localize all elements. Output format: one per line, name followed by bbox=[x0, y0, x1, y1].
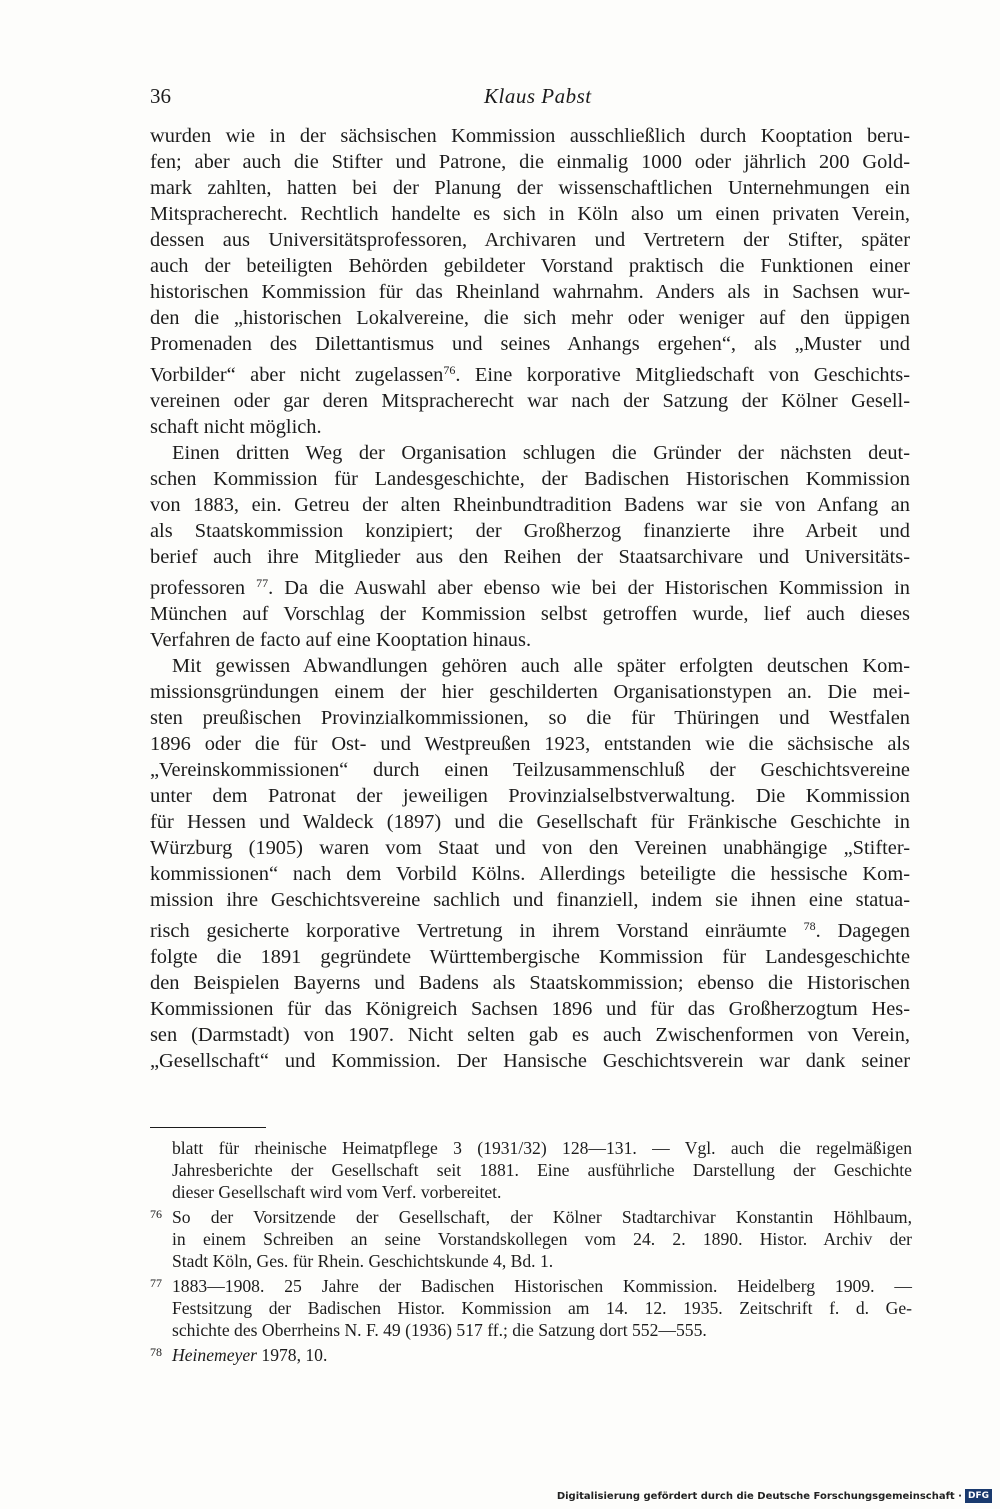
page-number: 36 bbox=[150, 84, 171, 108]
body-line bbox=[150, 809, 910, 835]
running-head: Klaus Pabst bbox=[484, 84, 592, 108]
footnote-77 bbox=[150, 1272, 912, 1297]
body-line-text: dessen aus Universitätsprofessoren, Archivaren und Vertretern der Stifter, später bbox=[150, 229, 910, 251]
footnote-continued-line: dieser Gesellschaft wird vom Verf. vorbereitet. bbox=[172, 1182, 502, 1202]
body-line bbox=[150, 149, 910, 175]
body-line bbox=[150, 705, 910, 731]
body-line-text: Kommissionen für das Königreich Sachsen 1896 und für das Großherzogtum Hes- bbox=[150, 998, 910, 1020]
body-line bbox=[150, 253, 910, 279]
body-line bbox=[150, 887, 910, 913]
body-line-text: wurden wie in der sächsischen Kommission ausschließlich durch Kooptation beru- bbox=[150, 125, 910, 147]
body-line-text: folgte die 1891 gegründete Württembergische Kommission für Landesgeschichte bbox=[150, 946, 910, 968]
body-line bbox=[150, 835, 910, 861]
body-line bbox=[150, 1022, 910, 1048]
footnote-line: schichte des Oberrheins N. F. 49 (1936) 517 ff.; die Satzung dort 552—555. bbox=[172, 1320, 707, 1340]
body-line-text: den Beispielen Bayerns und Badens als Staatskommission; ebenso die Historischen bbox=[150, 972, 910, 994]
body-line-text: sen (Darmstadt) von 1907. Nicht selten gab es auch Zwischenformen von Verein, bbox=[150, 1024, 910, 1046]
footnote-text: 1883—1908. 25 Jahre der Badischen Historischen Kommission. Heidelberg 1909. — bbox=[172, 1276, 912, 1296]
body-line-text: fen; aber auch die Stifter und Patrone, die einmalig 1000 oder jährlich 200 Gold- bbox=[150, 151, 910, 173]
body-line bbox=[150, 331, 910, 357]
body-line-text: schen Kommission für Landesgeschichte, der Badischen Historischen Kommission bbox=[150, 468, 910, 490]
body-line bbox=[150, 518, 910, 544]
body-line bbox=[150, 944, 910, 970]
footnotes bbox=[150, 1137, 912, 1366]
body-line bbox=[150, 601, 910, 627]
digitization-credit bbox=[557, 1489, 992, 1503]
body-line bbox=[150, 861, 910, 887]
body-line-text: missionsgründungen einem der hier geschilderten Organisationstypen an. Die mei- bbox=[150, 681, 910, 703]
body-line bbox=[150, 1048, 910, 1074]
footnote-text: So der Vorsitzende der Gesellschaft, der Kölner Stadtarchivar Konstantin Höhlbaum, bbox=[172, 1207, 912, 1227]
body-line-text: „Gesellschaft“ und Kommission. Der Hansische Geschichtsverein war dank seiner bbox=[150, 1050, 910, 1072]
body-line bbox=[150, 492, 910, 518]
body-line bbox=[150, 201, 910, 227]
body-text bbox=[150, 123, 910, 1074]
footnote-78 bbox=[150, 1341, 912, 1366]
body-line bbox=[150, 357, 910, 388]
footnote-rule bbox=[150, 1127, 266, 1128]
body-line-text: schaft nicht möglich. bbox=[150, 416, 322, 438]
body-line-text: . Dagegen bbox=[815, 920, 910, 942]
body-line bbox=[150, 970, 910, 996]
footnote-line: Stadt Köln, Ges. für Rhein. Geschichtskunde 4, Bd. 1. bbox=[172, 1251, 554, 1271]
body-line-text: als Staatskommission konzipiert; der Großherzog finanzierte ihre Arbeit und bbox=[150, 520, 910, 542]
body-line-text: vereinen oder gar deren Mitspracherecht war nach der Satzung der Kölner Gesell- bbox=[150, 390, 910, 412]
body-line-text: mark zahlten, hatten bei der Planung der wissenschaftlichen Unternehmungen ein bbox=[150, 177, 910, 199]
body-line-text: „Vereinskommissionen“ durch einen Teilzusammenschluß der Geschichtsvereine bbox=[150, 759, 910, 781]
footnote-76 bbox=[150, 1203, 912, 1228]
footnote-author: Heinemeyer bbox=[172, 1345, 257, 1365]
body-line bbox=[150, 279, 910, 305]
body-line bbox=[150, 783, 910, 809]
footnote-line: in einem Schreiben an seine Vorstandskollegen vom 24. 2. 1890. Histor. Archiv der bbox=[172, 1229, 912, 1249]
footnote-continued-line: blatt für rheinische Heimatpflege 3 (1931/32) 128—131. — Vgl. auch die regelmäßigen bbox=[172, 1138, 912, 1158]
body-line-text: professoren bbox=[150, 577, 257, 599]
body-line bbox=[150, 305, 910, 331]
body-line bbox=[150, 440, 910, 466]
body-line bbox=[150, 653, 910, 679]
body-line-text: risch gesicherte korporative Vertretung in ihrem Vorstand einräumte bbox=[150, 920, 804, 942]
body-line bbox=[150, 731, 910, 757]
body-line-text: Würzburg (1905) waren vom Staat und von den Vereinen unabhängige „Stifter- bbox=[150, 837, 910, 859]
body-line-text: 1896 oder die für Ost- und Westpreußen 1923, entstanden wie die sächsische als bbox=[150, 733, 910, 755]
footnote-number: 77 bbox=[150, 1276, 162, 1290]
footnote-number: 76 bbox=[150, 1207, 162, 1221]
body-line-text: sten preußischen Provinzialkommissionen, so die für Thüringen und Westfalen bbox=[150, 707, 910, 729]
body-line bbox=[150, 123, 910, 149]
footnote-text: 1978, 10. bbox=[257, 1345, 328, 1365]
footnote-reference: 78 bbox=[803, 919, 816, 933]
body-line-text: Verfahren de facto auf eine Kooptation hinaus. bbox=[150, 629, 532, 651]
body-line-text: Einen dritten Weg der Organisation schlugen die Gründer der nächsten deut- bbox=[172, 442, 910, 464]
body-line-text: auch der beteiligten Behörden gebildeter Vorstand praktisch die Funktionen einer bbox=[150, 255, 910, 277]
body-line-text: mission ihre Geschichtsvereine sachlich und finanziell, indem sie ihnen eine statua- bbox=[150, 889, 910, 911]
body-line-text: kommissionen“ nach dem Vorbild Kölns. Allerdings beteiligte die hessische Kom- bbox=[150, 863, 910, 885]
body-line-text: . Eine korporative Mitgliedschaft von Geschichts- bbox=[455, 364, 910, 386]
body-line bbox=[150, 913, 910, 944]
footnote-number: 78 bbox=[150, 1345, 162, 1359]
body-line bbox=[150, 679, 910, 705]
body-line bbox=[150, 227, 910, 253]
dfg-logo: DFG bbox=[965, 1489, 992, 1503]
footnote-line: Festsitzung der Badischen Histor. Kommission am 14. 12. 1935. Zeitschrift f. d. Ge- bbox=[172, 1298, 912, 1318]
footnote-reference: 77 bbox=[256, 576, 269, 590]
body-line bbox=[150, 388, 910, 414]
body-line bbox=[150, 414, 910, 440]
body-line-text: . Da die Auswahl aber ebenso wie bei der Historischen Kommission in bbox=[268, 577, 910, 599]
body-line-text: München auf Vorschlag der Kommission selbst getroffen wurde, lief auch dieses bbox=[150, 603, 910, 625]
body-line-text: von 1883, ein. Getreu der alten Rheinbundtradition Badens war sie von Anfang an bbox=[150, 494, 910, 516]
body-line-text: für Hessen und Waldeck (1897) und die Gesellschaft für Fränkische Geschichte in bbox=[150, 811, 910, 833]
body-line-text: Promenaden des Dilettantismus und seines Anhangs ergehen“, als „Muster und bbox=[150, 333, 910, 355]
body-line-text: historischen Kommission für das Rheinland wahrnahm. Anders als in Sachsen wur- bbox=[150, 281, 910, 303]
body-line-text: Mitspracherecht. Rechtlich handelte es sich in Köln also um einen privaten Verein, bbox=[150, 203, 910, 225]
body-line-text: berief auch ihre Mitglieder aus den Reihen der Staatsarchivare und Universitäts- bbox=[150, 546, 910, 568]
body-line bbox=[150, 175, 910, 201]
body-line bbox=[150, 544, 910, 570]
body-line-text: unter dem Patronat der jeweiligen Provinzialselbstverwaltung. Die Kommission bbox=[150, 785, 910, 807]
body-line bbox=[150, 757, 910, 783]
body-line bbox=[150, 996, 910, 1022]
body-line-text: den die „historischen Lokalvereine, die sich mehr oder weniger auf den üppigen bbox=[150, 307, 910, 329]
credit-text: Digitalisierung gefördert durch die Deutsche Forschungsgemeinschaft · bbox=[556, 1490, 962, 1502]
footnote-reference: 76 bbox=[443, 363, 456, 377]
body-line-text: Mit gewissen Abwandlungen gehören auch alle später erfolgten deutschen Kom- bbox=[172, 655, 910, 677]
body-line bbox=[150, 627, 910, 653]
footnote-continued-line: Jahresberichte der Gesellschaft seit 1881. Eine ausführliche Darstellung der Geschichte bbox=[172, 1160, 912, 1180]
body-line bbox=[150, 570, 910, 601]
body-line bbox=[150, 466, 910, 492]
body-line-text: Vorbilder“ aber nicht zugelassen bbox=[150, 364, 444, 386]
